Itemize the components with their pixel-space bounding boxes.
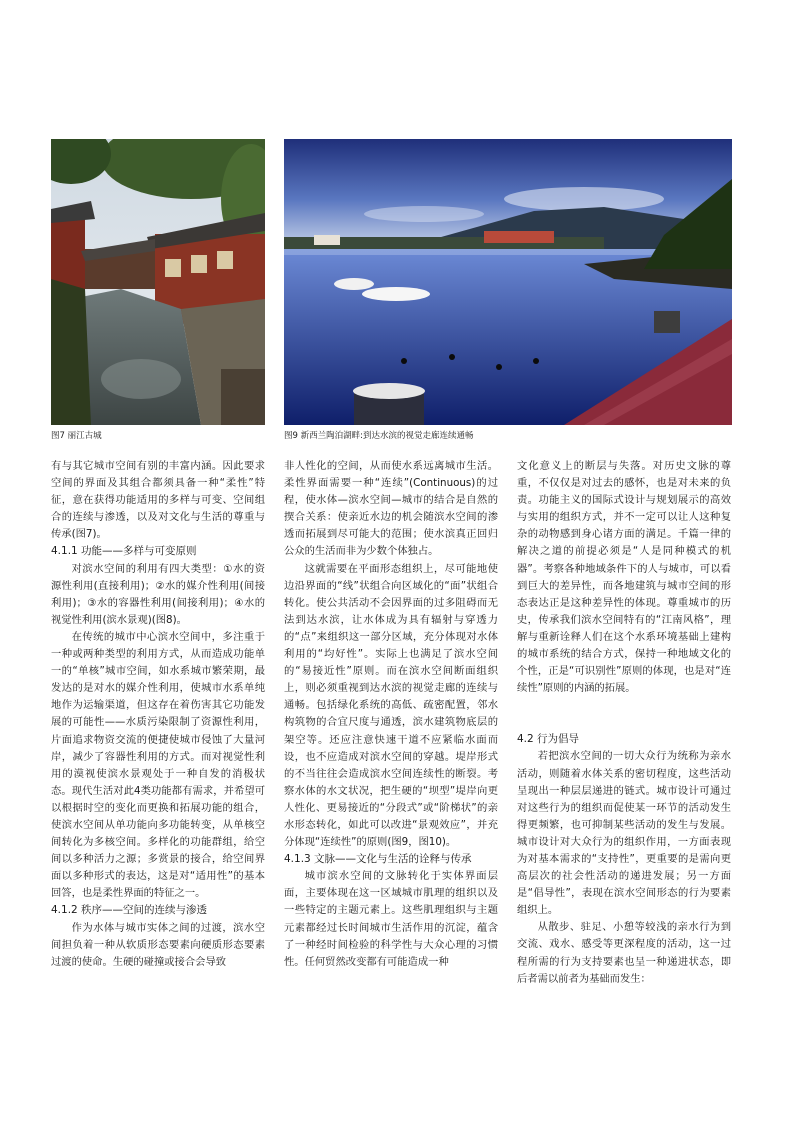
paragraph: 文化意义上的断层与失落。对历史文脉的尊重，不仅仅是对过去的感怀，也是对未来的负责。功能主义的国际式设计与规划展示的高效与实用的组织方式，并不一定可以让人这种复杂的动物感到身心诸方面的满足。千篇一律的解决之道的前提必须是“人是同种模式的机器”。考察各种地域条件下的人与城市，可以看到巨大的差异性，而各地建筑与城市空间的形态表达正是这种差异性的体现。尊重城市的历史，传承我们滨水空间特有的“江南风格”，理解与重新诠释人们在这个水系环境基础上建构的城市系统的结合方式，保持一种地域文化的个性，正是“可识别性”原则的体现，也是对“连续性”原则的内涵的拓展。	[517, 460, 731, 695]
text-column-1	[51, 458, 265, 971]
section-heading-4-1-3: 4.1.3 文脉——文化与生活的诠释与传承	[284, 853, 472, 866]
lake-taupo-image	[284, 139, 732, 425]
paragraph: 城市滨水空间的文脉转化于实体界面层面，主要体现在这一区域城市肌理的组织以及一些特定的主题元素上。这些肌理组织与主题元素都经过长时间城市生活作用的沉淀，蕴含了一种经时间检验的科学性与大众心理的习惯性。任何贸然改变都有可能造成一种	[284, 870, 498, 968]
figure-9-photo	[284, 139, 732, 425]
paragraph: 作为水体与城市实体之间的过渡，滨水空间担负着一种从软质形态要素向硬质形态要素过渡的使命。生硬的碰撞或接合会导致	[51, 921, 265, 968]
lijiang-old-town-image	[51, 139, 265, 425]
paragraph: 这就需要在平面形态组织上，尽可能地使边沿界面的“线”状组合向区域化的“面”状组合转化。使公共活动不会因界面的过多阻碍而无法到达水滨，让水体成为具有辐射与穿透力的“点”来组织这一部分区域，充分体现对水体利用的“均好性”。实际上也满足了滨水空间的“易接近性”原则。而在滨水空间断面组织上，则必须重视到达水滨的视觉走廊的连续与通畅。包括绿化系统的高低、疏密配置，邻水构筑物的合宜尺度与通透，滨水建筑物底层的架空等。还应注意快速干道不应紧临水面而设，也不应造成对滨水空间的穿越。堤岸形式的不当往往会造成滨水空间连续性的断裂。考察水体的水文状况，把生硬的“坝型”堤岸向更人性化、更易接近的“分段式”或“阶梯状”的亲水形态转化，如此可以改进“景观效应”，并充分体现“连续性”的原则(图9，图10)。	[284, 562, 498, 849]
paragraph: 对滨水空间的利用有四大类型：①水的资源性利用(直接利用)；②水的媒介性利用(间接利用)；③水的容器性利用(间接利用)；④水的视觉性利用(滨水景观)(图8)。	[51, 562, 265, 626]
paragraph: 若把滨水空间的一切大众行为统称为亲水活动，则随着水体关系的密切程度，这些活动呈现出一种层层递进的链式。城市设计可通过对这些行为的组织而促使某一环节的活动发生得更频繁，也可抑制某些活动的发生与发展。城市设计对大众行为的组织作用，一方面表现为对基本需求的“支持性”，更重要的是需向更高层次的社会性活动的递进发展；另一方面是“倡导性”，表现在滨水空间形态的行为要素组织上。	[517, 750, 731, 917]
figure-9-caption: 图9 新西兰陶泊湖畔:到达水滨的视觉走廊连续通畅	[284, 431, 474, 441]
text-column-3	[517, 458, 731, 988]
paragraph: 在传统的城市中心滨水空间中，多注重于一种或两种类型的利用方式，从而造成功能单一的“单核”城市空间，如水系城市繁荣期，最发达的是对水的媒介性利用，使城市水系单纯地作为运输渠道，但这存在着伤害其它功能发展的可能性——水质污染限制了资源性利用，片面追求物资交流的便捷使城市侵蚀了大量河岸，减少了容器性利用的方式。而对视觉性利用的漠视使滨水景观处于一种自发的消极状态。现代生活对此4类功能都有需求，并希望可以根据时空的变化而更换和拓展功能的组合，使滨水空间从单功能向多功能转变，从单核空间转化为多核空间。多样化的功能群组，给空间以多种活力之源；多赏景的接合，给空间界面以多种形式的表达，这是对“适用性”的基本回答，也是柔性界面的特征之一。	[51, 630, 265, 900]
figure-7-caption: 图7 丽江古城	[51, 431, 102, 441]
paragraph: 非人性化的空间，从而使水系远离城市生活。柔性界面需要一种“连续”(Continuous)的过程，使水体—滨水空间—城市的结合是自然的揳合关系：使亲近水边的机会随滨水空间的渗透而拓展到尽可能大的范围；使水滨真正回归公众的生活而非为少数个体独占。	[284, 460, 498, 558]
paragraph: 有与其它城市空间有别的丰富内涵。因此要求空间的界面及其组合都须具备一种“柔性”特征，意在获得功能适用的多样与可变、空间组合的连续与渗透，以及对文化与生活的尊重与传承(图7)。	[51, 460, 265, 541]
paragraph: 从散步、驻足、小憩等较浅的亲水行为到交流、戏水、感受等更深程度的活动，这一过程所需的行为支持要素也呈一种递进状态，即后者需以前者为基础而发生：	[517, 921, 731, 985]
section-heading-4-1-1: 4.1.1 功能——多样与可变原则	[51, 545, 197, 558]
figure-7-photo	[51, 139, 265, 425]
section-heading-4-1-2: 4.1.2 秩序——空间的连续与渗透	[51, 904, 208, 917]
section-spacer	[517, 697, 731, 731]
text-column-2	[284, 458, 498, 971]
section-heading-4-2: 4.2 行为倡导	[517, 733, 580, 746]
